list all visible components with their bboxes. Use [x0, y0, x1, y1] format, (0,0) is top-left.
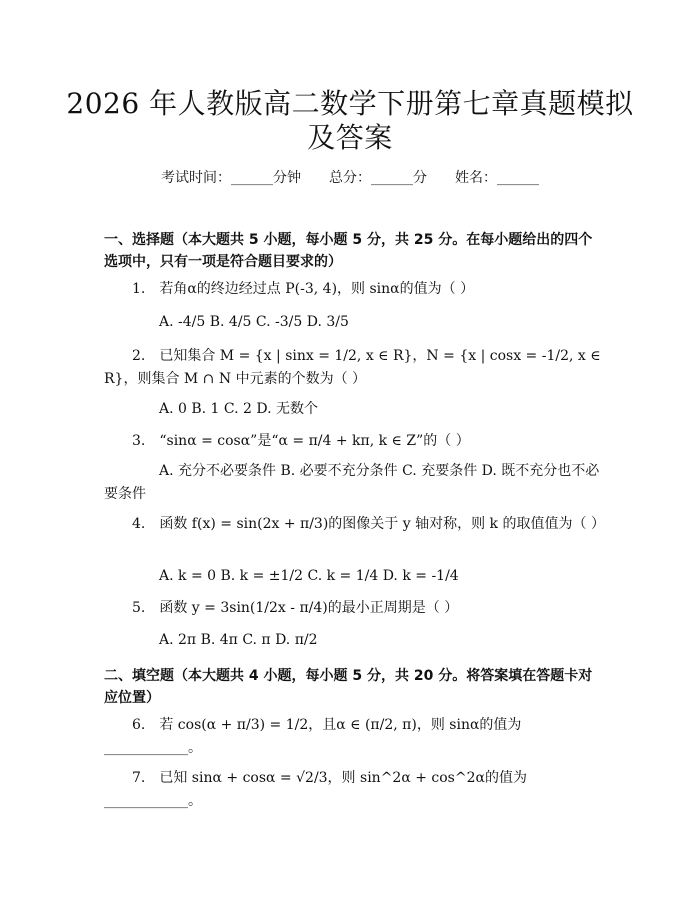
question-3-options: A. 充分不必要条件 B. 必要不充分条件 C. 充要条件 D. 既不充分也不必要条件	[104, 463, 600, 502]
question-6: 6. 若 cos(α + π/3) = 1/2，且α ∈ (π/2, π)，则 sinα的值为____________。	[104, 717, 522, 756]
question-2-options: A. 0 B. 1 C. 2 D. 无数个	[159, 401, 319, 417]
question-1-options: A. -4/5 B. 4/5 C. -3/5 D. 3/5	[159, 314, 349, 330]
question-5: 5. 函数 y = 3sin(1/2x - π/4)的最小正周期是（ ）	[132, 600, 459, 616]
section-heading-fill-blank: 二、填空题（本大题共 4 小题，每小题 5 分，共 20 分。将答案填在答题卡对应位置）	[104, 668, 593, 706]
question-4-options: A. k = 0 B. k = ±1/2 C. k = 1/4 D. k = -1/4	[159, 568, 459, 584]
question-4: 4. 函数 f(x) = sin(2x + π/3)的图像关于 y 轴对称，则 k 的取值值为（ ）	[132, 516, 605, 532]
section-heading-choice: 一、选择题（本大题共 5 小题，每小题 5 分，共 25 分。在每小题给出的四个选项中，只有一项是符合题目要求的）	[104, 232, 593, 270]
question-2: 2. 已知集合 M = {x | sinx = 1/2, x ∈ R}，N = {x | cosx = -1/2, x ∈ R}，则集合 M ∩ N 中元素的个数为（ ）	[104, 348, 601, 387]
exam-info: 考试时间：______分钟 总分：______分 姓名：______	[161, 170, 539, 186]
document-title-line-1: 2026 年人教版高二数学下册第七章真题模拟	[66, 87, 634, 120]
question-7: 7. 已知 sinα + cosα = √2/3，则 sin^2α + cos^2α的值为____________。	[104, 770, 527, 809]
document-title-line-2: 及答案	[307, 121, 393, 154]
question-5-options: A. 2π B. 4π C. π D. π/2	[159, 632, 318, 648]
question-1: 1. 若角α的终边经过点 P(-3, 4)，则 sinα的值为（ ）	[132, 281, 475, 297]
question-3: 3. “sinα = cosα”是“α = π/4 + kπ, k ∈ Z”的（ ）	[132, 433, 470, 449]
